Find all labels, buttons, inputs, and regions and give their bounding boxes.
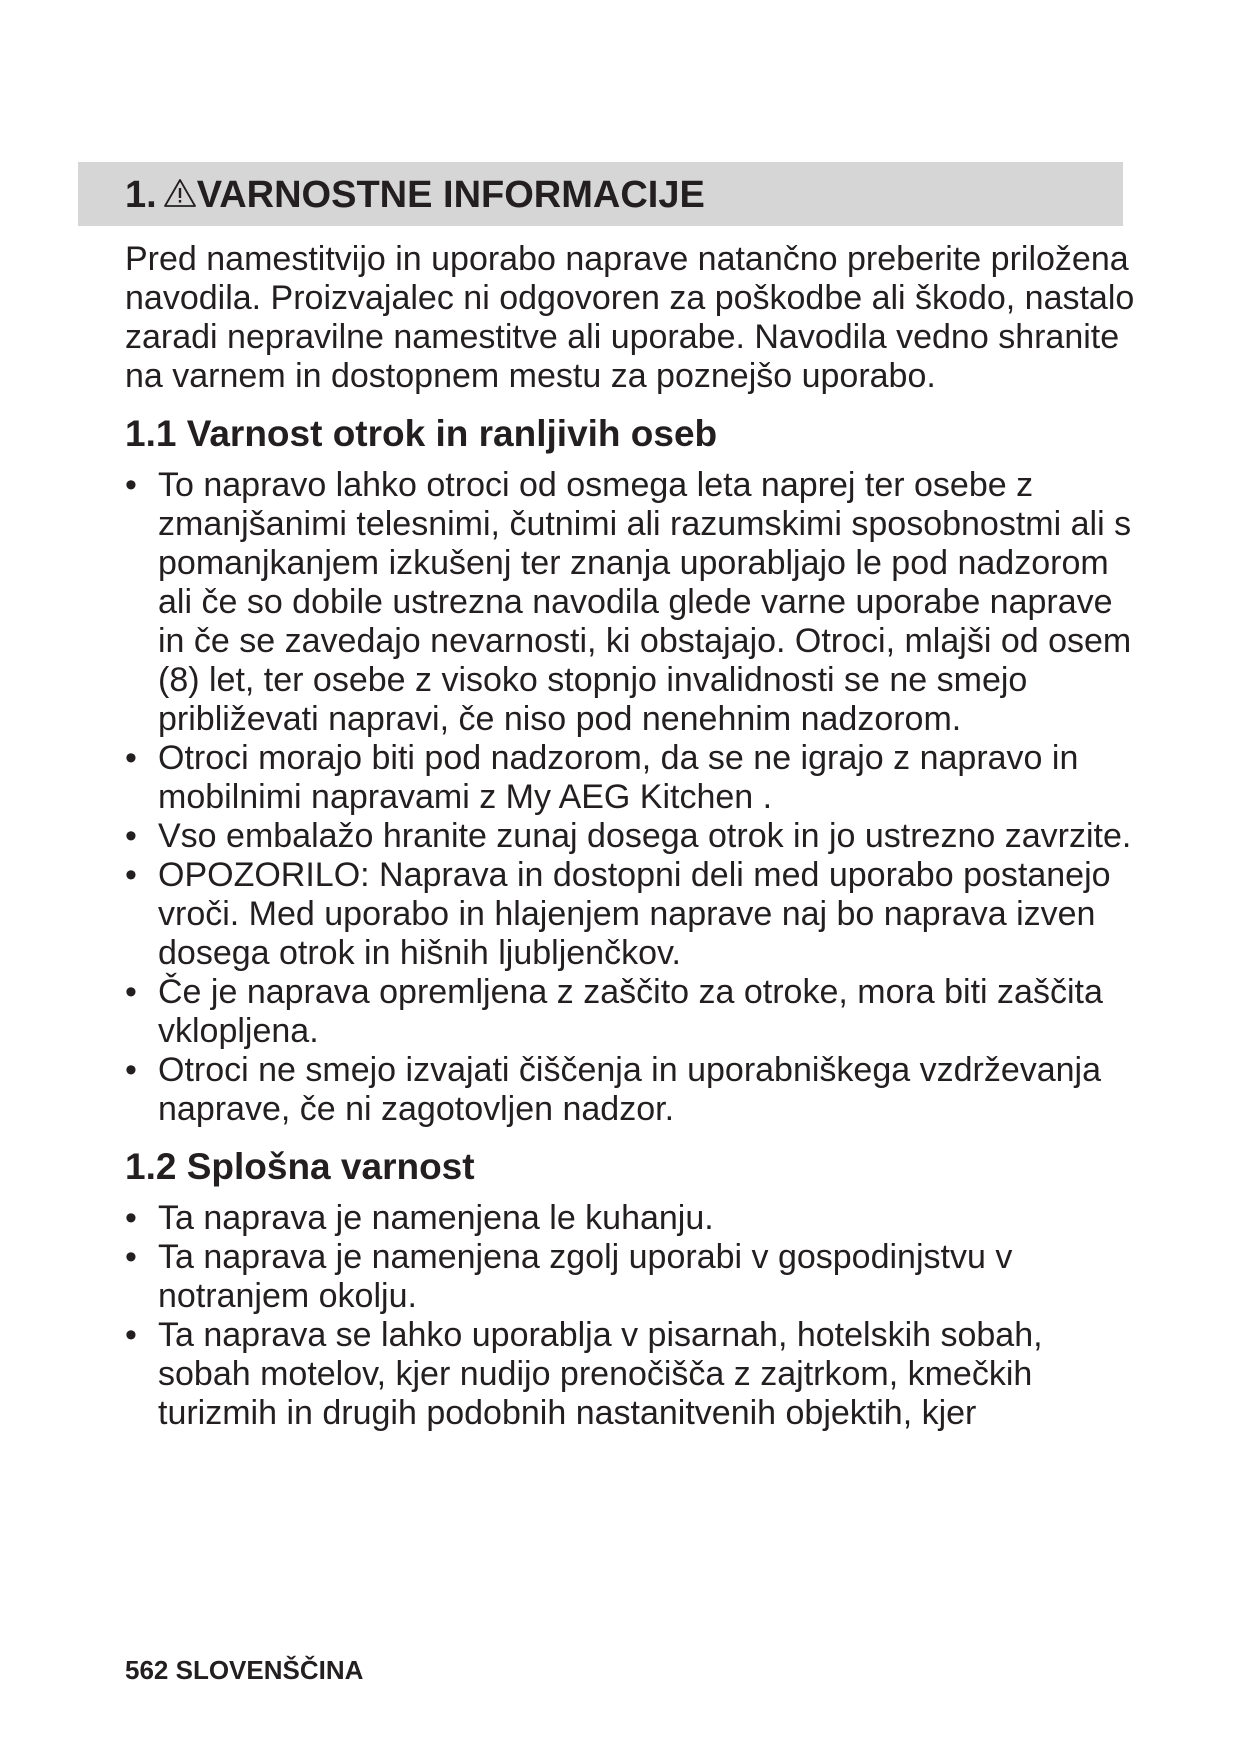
list-item-text: Vso embalažo hranite zunaj dosega otrok in jo ustrezno zavrzite.: [158, 817, 1132, 855]
section-number: 1.: [125, 174, 157, 216]
page-footer: 562 SLOVENŠČINA: [125, 1655, 364, 1685]
section-1-2-list: [125, 1199, 1135, 1433]
bullet-icon: •: [125, 973, 137, 1011]
bullet-icon: •: [125, 1316, 137, 1354]
list-item-text: Otroci ne smejo izvajati čiščenja in uporabniškega vzdrževanja naprave, če ni zagotovljen nadzor.: [158, 1051, 1102, 1128]
bullet-icon: •: [125, 817, 137, 855]
list-item: [125, 1238, 1135, 1316]
warning-triangle-icon: [163, 177, 197, 209]
list-item: [125, 817, 1135, 856]
list-item: [125, 739, 1135, 817]
list-item-text: Ta naprava je namenjena zgolj uporabi v gospodinjstvu v notranjem okolju.: [158, 1238, 1013, 1315]
list-item: [125, 1051, 1135, 1129]
list-item: [125, 466, 1135, 739]
document-body: [125, 240, 1135, 1433]
list-item: [125, 856, 1135, 973]
section-1-1-list: [125, 466, 1135, 1129]
section-1-2-title: 1.2 Splošna varnost: [125, 1146, 475, 1187]
bullet-icon: •: [125, 856, 137, 894]
bullet-icon: •: [125, 466, 137, 504]
list-item-text: Ta naprava se lahko uporablja v pisarnah, hotelskih sobah, sobah motelov, kjer nudijo prenočišča z zajtrkom, kmečkih turizmih in drugih podobnih nastanitvenih objektih, kjer: [158, 1316, 1043, 1432]
section-1-1-title: 1.1 Varnost otrok in ranljivih oseb: [125, 413, 718, 454]
list-item: [125, 1316, 1135, 1433]
intro-paragraph: Pred namestitvijo in uporabo naprave natančno preberite priložena navodila. Proizvajalec ni odgovoren za poškodbe ali škodo, nastalo zaradi nepravilne namestitve ali uporabe. Navodila vedno shranite na varnem in dostopnem mestu za poznejšo uporabo.: [125, 240, 1135, 395]
list-item-text: Če je naprava opremljena z zaščito za otroke, mora biti zaščita vklopljena.: [158, 973, 1103, 1050]
bullet-icon: •: [125, 1199, 137, 1237]
list-item: [125, 973, 1135, 1051]
bullet-icon: •: [125, 1238, 137, 1276]
section-header-text: VARNOSTNE INFORMACIJE: [196, 174, 705, 216]
list-item-text: Otroci morajo biti pod nadzorom, da se ne igrajo z napravo in mobilnimi napravami z My AEG Kitchen .: [158, 739, 1079, 816]
section-header-title: [125, 176, 705, 214]
list-item-text: Ta naprava je namenjena le kuhanju.: [158, 1199, 714, 1237]
list-item-text: To napravo lahko otroci od osmega leta naprej ter osebe z zmanjšanimi telesnimi, čutnimi ali razumskimi sposobnostmi ali s pomanjkanjem izkušenj ter znanja uporabljajo le pod nadzorom ali če so dobile ustrezna navodila glede varne uporabe naprave in če se zavedajo nevarnosti, ki obstajajo. Otroci, mlajši od osem (8) let, ter osebe z visoko stopnjo invalidnosti se ne smejo približevati napravi, če niso pod nenehnim nadzorom.: [158, 466, 1132, 738]
bullet-icon: •: [125, 739, 137, 777]
list-item: [125, 1199, 1135, 1238]
bullet-icon: •: [125, 1051, 137, 1089]
section-header-bar: [78, 162, 1123, 226]
list-item-text: OPOZORILO: Naprava in dostopni deli med uporabo postanejo vroči. Med uporabo in hlajenjem naprave naj bo naprava izven dosega otrok in hišnih ljubljenčkov.: [158, 856, 1111, 972]
